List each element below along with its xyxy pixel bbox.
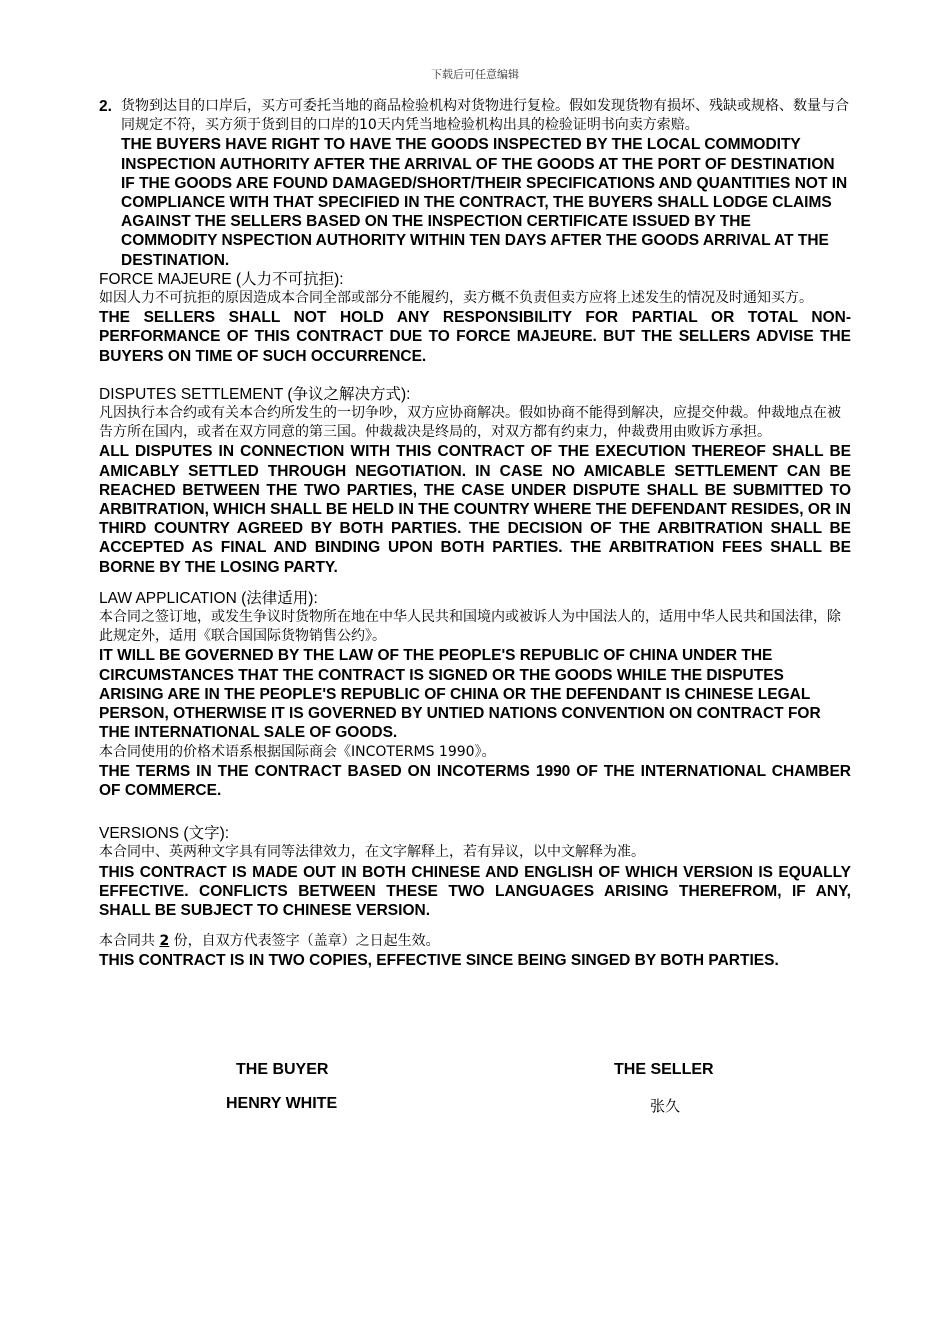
clause-2 [99,97,851,270]
disputes-chinese: 凡因执行本合约或有关本合约所发生的一切争吵，双方应协商解决。假如协商不能得到解决，应提交仲裁。仲裁地点在被告方所在国内，或者在双方同意的第三国。仲裁裁决是终局的，对双方都有约束力，仲裁费用由败诉方承担。 [99,405,841,441]
disputes-english: ALL DISPUTES IN CONNECTION WITH THIS CONTRACT OF THE EXECUTION THEREOF SHALL BE AMICABLY SETTLED THROUGH NEGOTIATION. IN CASE NO AMICABLE SETTLEMENT CAN BE REACHED BETWEEN THE TWO PARTIES, THE CASE UNDER DISPUTE SHALL BE SUBMITTED TO ARBITRATION, WHICH SHALL BE HELD IN THE COUNTRY WHERE THE DEFENDANT RESIDES, OR IN THIRD COUNTRY AGREED BY BOTH PARTIES. THE DECISION OF THE ARBITRATION SHALL BE ACCEPTED AS FINAL AND BINDING UPON BOTH PARTIES. THE ARBITRATION FEES SHALL BE BORNE BY THE LOSING PARTY. [99,443,851,576]
versions-heading: VERSIONS (文字): [99,825,230,843]
copies-chinese [99,932,851,951]
clause-2-chinese: 货物到达目的口岸后，买方可委托当地的商品检验机构对货物进行复检。假如发现货物有损坏、残缺或规格、数量与合同规定不符，买方须于货到目的口岸的10天内凭当地检验机构出具的检验证明书向卖方索赔。 [121,98,849,134]
versions-chinese: 本合同中、英两种文字具有同等法律效力，在文字解释上，若有异议，以中文解释为准。 [99,844,645,861]
clause-2-english: THE BUYERS HAVE RIGHT TO HAVE THE GOODS INSPECTED BY THE LOCAL COMMODITY INSPECTION AUTHORITY AFTER THE ARRIVAL OF THE GOODS AT THE PORT OF DESTINATION IF THE GOODS ARE FOUND DAMAGED/SHORT/THEIR SPECIFICATIONS AND QUANTITIES NOT IN COMPLIANCE WITH THAT SPECIFIED IN THE CONTRACT, THE BUYERS SHALL LODGE CLAIMS AGAINST THE SELLERS BASED ON THE INSPECTION CERTIFICATE ISSUED BY THE COMMODITY NSPECTION AUTHORITY WITHIN TEN DAYS AFTER THE GOODS ARRIVAL AT THE DESTINATION. [121,136,848,269]
incoterms-english: THE TERMS IN THE CONTRACT BASED ON INCOTERMS 1990 OF THE INTERNATIONAL CHAMBER OF COMMERCE. [99,762,851,799]
clause-number: 2. [99,98,112,115]
seller-name: 张久 [650,1097,681,1115]
copies-prefix: 本合同共 [99,933,155,950]
copies-suffix: 份，自双方代表签字（盖章）之日起生效。 [173,933,440,950]
disputes-heading: DISPUTES SETTLEMENT (争议之解决方式): [99,385,411,403]
seller-label: THE SELLER [614,1061,714,1078]
force-majeure-chinese: 如因人力不可抗拒的原因造成本合同全部或部分不能履约，卖方概不负责但卖方应将上述发生的情况及时通知买方。 [99,290,813,307]
force-majeure-heading: FORCE MAJEURE (人力不可抗拒): [99,270,344,288]
buyer-label: THE BUYER [236,1061,329,1078]
incoterms-chinese: 本合同使用的价格术语系根据国际商会《INCOTERMS 1990》。 [99,743,496,760]
copies-english: THIS CONTRACT IS IN TWO COPIES, EFFECTIVE SINCE BEING SINGED BY BOTH PARTIES. [99,952,779,970]
versions-english: THIS CONTRACT IS MADE OUT IN BOTH CHINESE AND ENGLISH OF WHICH VERSION IS EQUALLY EFFECTIVE. CONFLICTS BETWEEN THESE TWO LANGUAGES ARISING THEREFROM, IF ANY, SHALL BE SUBJECT TO CHINESE VERSION. [99,863,851,919]
law-english: IT WILL BE GOVERNED BY THE LAW OF THE PEOPLE'S REPUBLIC OF CHINA UNDER THE CIRCUMSTANCES THAT THE CONTRACT IS SIGNED OR THE GOODS WHILE THE DISPUTES ARISING ARE IN THE PEOPLE'S REPUBLIC OF CHINA OR THE DEFENDANT IS CHINESE LEGAL PERSON, OTHERWISE IT IS GOVERNED BY UNTIED NATIONS CONVENTION ON CONTRACT FOR THE INTERNATIONAL SALE OF GOODS. [99,647,821,742]
page-header: 下载后可任意编辑 [431,68,519,81]
copies-count: 2 [159,933,170,950]
law-heading: LAW APPLICATION (法律适用): [99,589,318,607]
contract-body [99,97,851,971]
force-majeure-english: THE SELLERS SHALL NOT HOLD ANY RESPONSIBILITY FOR PARTIAL OR TOTAL NON-PERFORMANCE OF THIS CONTRACT DUE TO FORCE MAJEURE. BUT THE SELLERS ADVISE THE BUYERS ON TIME OF SUCH OCCURRENCE. [99,309,851,365]
law-chinese: 本合同之签订地，或发生争议时货物所在地在中华人民共和国境内或被诉人为中国法人的，适用中华人民共和国法律，除此规定外，适用《联合国国际货物销售公约》。 [99,609,841,645]
buyer-name: HENRY WHITE [226,1095,338,1112]
